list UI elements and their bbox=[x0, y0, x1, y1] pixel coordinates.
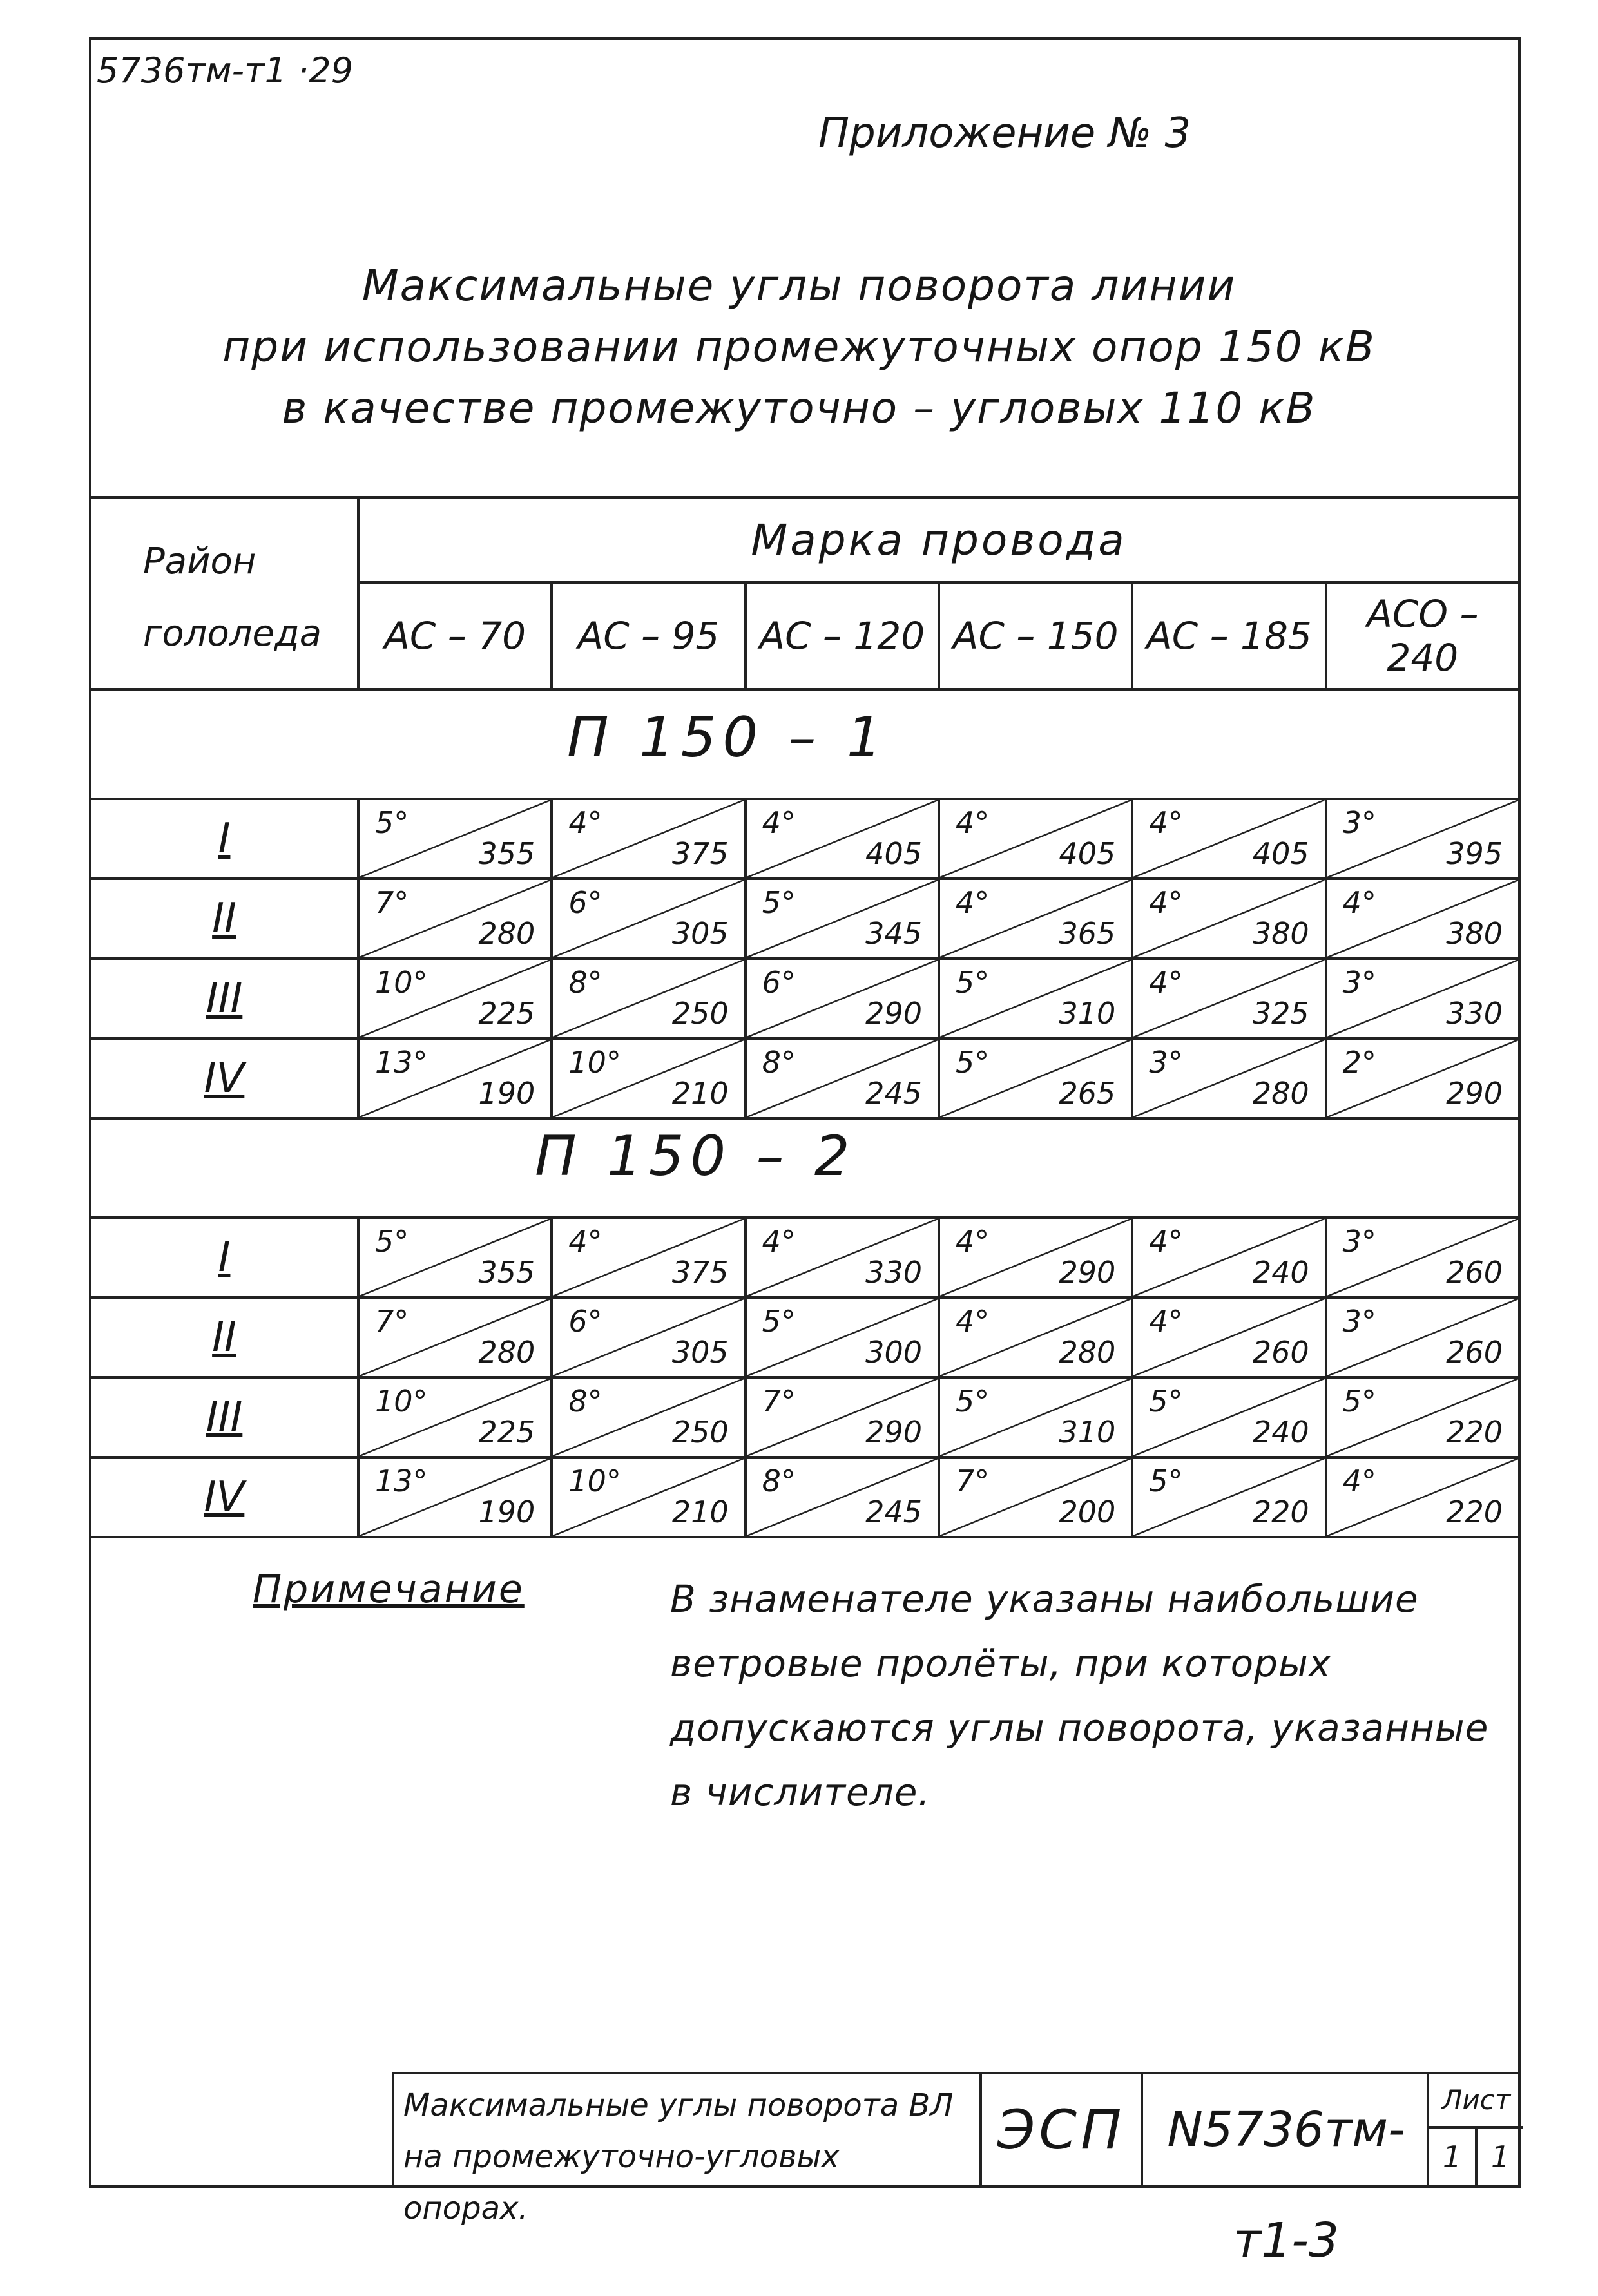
angle-span-cell bbox=[1132, 1218, 1325, 1297]
angle-span-cell bbox=[1132, 959, 1325, 1038]
angle-span-cell bbox=[939, 1297, 1132, 1377]
angle-span-cell bbox=[552, 879, 745, 959]
wind-span: 210 bbox=[671, 1076, 729, 1111]
region-cell: I bbox=[90, 1218, 358, 1297]
wind-span: 355 bbox=[478, 1255, 535, 1290]
wind-span: 375 bbox=[671, 1255, 729, 1290]
region-header-line2: гололеда bbox=[143, 613, 322, 655]
angle-span-cell bbox=[552, 799, 745, 879]
turn-angle: 4° bbox=[955, 1304, 990, 1339]
angle-span-cell bbox=[552, 1377, 745, 1457]
turn-angle: 3° bbox=[1342, 965, 1376, 1000]
title-block-description bbox=[403, 2080, 970, 2234]
turn-angle: 4° bbox=[1342, 885, 1376, 920]
wind-span: 260 bbox=[1252, 1335, 1309, 1370]
angle-span-cell bbox=[939, 1038, 1132, 1118]
title-block bbox=[392, 2072, 1521, 2268]
angle-span-cell bbox=[939, 959, 1132, 1038]
table-row bbox=[90, 1377, 1519, 1457]
angle-span-cell bbox=[746, 1377, 939, 1457]
angle-span-cell bbox=[746, 959, 939, 1038]
wind-span: 305 bbox=[671, 1335, 729, 1370]
wire-header: АС – 185 bbox=[1132, 582, 1325, 689]
turn-angle: 4° bbox=[1149, 965, 1183, 1000]
wind-span: 240 bbox=[1252, 1255, 1309, 1290]
wind-span: 330 bbox=[1446, 996, 1503, 1031]
angle-span-cell bbox=[358, 1038, 552, 1118]
angle-span-cell bbox=[746, 799, 939, 879]
angle-span-cell bbox=[552, 1297, 745, 1377]
turn-angle: 4° bbox=[762, 805, 796, 840]
turn-angle: 4° bbox=[955, 1224, 990, 1259]
turn-angle: 8° bbox=[568, 965, 602, 1000]
wire-mark-header: Марка провода bbox=[358, 497, 1519, 582]
region-cell: IV bbox=[90, 1038, 358, 1118]
title-block-description-line2: на промежуточно-угловых опорах. bbox=[403, 2139, 840, 2226]
turn-angle: 5° bbox=[1149, 1384, 1183, 1419]
turn-angle: 6° bbox=[568, 885, 602, 920]
turn-angle: 13° bbox=[375, 1045, 428, 1080]
wind-span: 245 bbox=[865, 1495, 922, 1529]
appendix-label: Приложение № 3 bbox=[818, 110, 1191, 157]
angle-span-cell bbox=[1326, 1377, 1519, 1457]
wind-span: 365 bbox=[1059, 916, 1116, 951]
wind-span: 305 bbox=[671, 916, 729, 951]
turn-angle: 4° bbox=[1149, 805, 1183, 840]
turn-angle: 3° bbox=[1342, 1224, 1376, 1259]
angle-span-cell bbox=[939, 1377, 1132, 1457]
data-table-p150-2 bbox=[89, 1216, 1521, 1538]
angle-span-cell bbox=[1326, 1457, 1519, 1537]
angle-span-cell bbox=[746, 1038, 939, 1118]
wire-header: АС – 120 bbox=[746, 582, 939, 689]
region-cell: II bbox=[90, 1297, 358, 1377]
wind-span: 260 bbox=[1446, 1335, 1503, 1370]
angle-span-cell bbox=[939, 879, 1132, 959]
turn-angle: 5° bbox=[955, 1384, 990, 1419]
table-row bbox=[90, 1297, 1519, 1377]
wind-span: 325 bbox=[1252, 996, 1309, 1031]
wind-span: 265 bbox=[1059, 1076, 1116, 1111]
angle-span-cell bbox=[1132, 1297, 1325, 1377]
title-block-organization: ЭСП bbox=[979, 2074, 1141, 2185]
angle-span-cell bbox=[358, 1377, 552, 1457]
wire-header: АС – 95 bbox=[552, 582, 745, 689]
sheet-count: 1 bbox=[1490, 2139, 1510, 2174]
wind-span: 280 bbox=[1059, 1335, 1116, 1370]
angle-span-cell bbox=[358, 879, 552, 959]
angle-span-cell bbox=[552, 1218, 745, 1297]
table-row bbox=[90, 799, 1519, 879]
turn-angle: 3° bbox=[1342, 1304, 1376, 1339]
region-header-line1: Район bbox=[143, 541, 256, 582]
wind-span: 290 bbox=[865, 1415, 922, 1449]
turn-angle: 8° bbox=[762, 1045, 796, 1080]
wind-span: 220 bbox=[1446, 1495, 1503, 1529]
table-row bbox=[90, 879, 1519, 959]
turn-angle: 5° bbox=[375, 1224, 409, 1259]
turn-angle: 4° bbox=[1149, 1224, 1183, 1259]
wind-span: 330 bbox=[865, 1255, 922, 1290]
region-header bbox=[90, 497, 358, 689]
angle-span-cell bbox=[746, 1218, 939, 1297]
turn-angle: 5° bbox=[1342, 1384, 1376, 1419]
wind-span: 250 bbox=[671, 1415, 729, 1449]
angle-span-cell bbox=[1132, 1457, 1325, 1537]
angle-span-cell bbox=[358, 1457, 552, 1537]
wind-span: 355 bbox=[478, 836, 535, 871]
turn-angle: 8° bbox=[568, 1384, 602, 1419]
angle-span-cell bbox=[1132, 799, 1325, 879]
data-table-p150-1 bbox=[89, 798, 1521, 1120]
title-line-3: в качестве промежуточно – угловых 110 кВ bbox=[282, 383, 1316, 433]
title-block-description-line1: Максимальные углы поворота ВЛ bbox=[403, 2087, 954, 2123]
wind-span: 290 bbox=[865, 996, 922, 1031]
turn-angle: 3° bbox=[1149, 1045, 1183, 1080]
table-header bbox=[89, 496, 1521, 691]
turn-angle: 2° bbox=[1342, 1045, 1376, 1080]
turn-angle: 5° bbox=[1149, 1464, 1183, 1498]
angle-span-cell bbox=[1326, 879, 1519, 959]
angle-span-cell bbox=[1326, 799, 1519, 879]
turn-angle: 3° bbox=[1342, 805, 1376, 840]
turn-angle: 7° bbox=[955, 1464, 990, 1498]
wind-span: 250 bbox=[671, 996, 729, 1031]
wire-header: АС – 70 bbox=[358, 582, 552, 689]
angle-span-cell bbox=[1326, 1297, 1519, 1377]
turn-angle: 5° bbox=[955, 1045, 990, 1080]
angle-span-cell bbox=[358, 1218, 552, 1297]
wind-span: 190 bbox=[478, 1076, 535, 1111]
wind-span: 245 bbox=[865, 1076, 922, 1111]
section-label-p150-1: П 150 – 1 bbox=[567, 705, 889, 770]
table-row bbox=[90, 959, 1519, 1038]
wind-span: 290 bbox=[1446, 1076, 1503, 1111]
wind-span: 380 bbox=[1252, 916, 1309, 951]
turn-angle: 5° bbox=[762, 885, 796, 920]
sheet-label: Лист bbox=[1429, 2074, 1523, 2129]
turn-angle: 7° bbox=[762, 1384, 796, 1419]
angle-span-cell bbox=[746, 1457, 939, 1537]
angle-span-cell bbox=[939, 1218, 1132, 1297]
angle-span-cell bbox=[1132, 1377, 1325, 1457]
angle-span-cell bbox=[552, 1457, 745, 1537]
angle-span-cell bbox=[939, 799, 1132, 879]
turn-angle: 10° bbox=[568, 1045, 621, 1080]
turn-angle: 4° bbox=[568, 1224, 602, 1259]
table-row bbox=[90, 1457, 1519, 1537]
turn-angle: 4° bbox=[762, 1224, 796, 1259]
turn-angle: 4° bbox=[1149, 1304, 1183, 1339]
title-line-2: при использовании промежуточных опор 150 кВ bbox=[222, 322, 1376, 372]
wind-span: 300 bbox=[865, 1335, 922, 1370]
wind-span: 310 bbox=[1059, 1415, 1116, 1449]
angle-span-cell bbox=[1132, 1038, 1325, 1118]
wire-header: АСО – 240 bbox=[1326, 582, 1519, 689]
angle-span-cell bbox=[358, 799, 552, 879]
wind-span: 345 bbox=[865, 916, 922, 951]
table-row bbox=[90, 1038, 1519, 1118]
sheet-number: 1 bbox=[1429, 2129, 1478, 2185]
wind-span: 280 bbox=[478, 916, 535, 951]
turn-angle: 5° bbox=[762, 1304, 796, 1339]
wind-span: 210 bbox=[671, 1495, 729, 1529]
angle-span-cell bbox=[358, 959, 552, 1038]
wind-span: 280 bbox=[478, 1335, 535, 1370]
turn-angle: 7° bbox=[375, 1304, 409, 1339]
wind-span: 280 bbox=[1252, 1076, 1309, 1111]
wind-span: 220 bbox=[1446, 1415, 1503, 1449]
turn-angle: 10° bbox=[375, 965, 428, 1000]
title-line-1: Максимальные углы поворота линии bbox=[361, 261, 1237, 311]
wind-span: 225 bbox=[478, 1415, 535, 1449]
angle-span-cell bbox=[1326, 959, 1519, 1038]
note-label: Примечание bbox=[253, 1567, 525, 1612]
region-cell: III bbox=[90, 959, 358, 1038]
table-row bbox=[90, 1218, 1519, 1297]
wind-span: 405 bbox=[1252, 836, 1309, 871]
turn-angle: 8° bbox=[762, 1464, 796, 1498]
turn-angle: 6° bbox=[568, 1304, 602, 1339]
title-block-sheet bbox=[1427, 2074, 1523, 2185]
note-text: В знаменателе указаны наибольшие ветровые пролёты, при которых допускаются углы поворота, указанные в числителе. bbox=[670, 1577, 1489, 1814]
turn-angle: 4° bbox=[955, 885, 990, 920]
wind-span: 310 bbox=[1059, 996, 1116, 1031]
wind-span: 220 bbox=[1252, 1495, 1309, 1529]
region-cell: III bbox=[90, 1377, 358, 1457]
region-cell: I bbox=[90, 799, 358, 879]
wind-span: 380 bbox=[1446, 916, 1503, 951]
turn-angle: 4° bbox=[955, 805, 990, 840]
wind-span: 260 bbox=[1446, 1255, 1503, 1290]
document-number: 5736тм-т1 ·29 bbox=[97, 50, 353, 91]
angle-span-cell bbox=[939, 1457, 1132, 1537]
angle-span-cell bbox=[552, 959, 745, 1038]
turn-angle: 7° bbox=[375, 885, 409, 920]
wind-span: 375 bbox=[671, 836, 729, 871]
angle-span-cell bbox=[1326, 1218, 1519, 1297]
turn-angle: 5° bbox=[375, 805, 409, 840]
wind-span: 190 bbox=[478, 1495, 535, 1529]
turn-angle: 10° bbox=[375, 1384, 428, 1419]
turn-angle: 10° bbox=[568, 1464, 621, 1498]
title-block-code: N5736тм-т1-3 bbox=[1141, 2074, 1429, 2185]
wind-span: 225 bbox=[478, 996, 535, 1031]
angle-span-cell bbox=[1132, 879, 1325, 959]
wind-span: 240 bbox=[1252, 1415, 1309, 1449]
angle-span-cell bbox=[746, 1297, 939, 1377]
turn-angle: 4° bbox=[568, 805, 602, 840]
turn-angle: 6° bbox=[762, 965, 796, 1000]
wind-span: 395 bbox=[1446, 836, 1503, 871]
section-label-p150-2: П 150 – 2 bbox=[535, 1124, 856, 1189]
angle-span-cell bbox=[358, 1297, 552, 1377]
turn-angle: 5° bbox=[955, 965, 990, 1000]
turn-angle: 4° bbox=[1342, 1464, 1376, 1498]
wind-span: 290 bbox=[1059, 1255, 1116, 1290]
angle-span-cell bbox=[746, 879, 939, 959]
wind-span: 200 bbox=[1059, 1495, 1116, 1529]
angle-span-cell bbox=[552, 1038, 745, 1118]
region-cell: II bbox=[90, 879, 358, 959]
wind-span: 405 bbox=[865, 836, 922, 871]
region-cell: IV bbox=[90, 1457, 358, 1537]
turn-angle: 4° bbox=[1149, 885, 1183, 920]
turn-angle: 13° bbox=[375, 1464, 428, 1498]
angle-span-cell bbox=[1326, 1038, 1519, 1118]
wind-span: 405 bbox=[1059, 836, 1116, 871]
wire-header: АС – 150 bbox=[939, 582, 1132, 689]
